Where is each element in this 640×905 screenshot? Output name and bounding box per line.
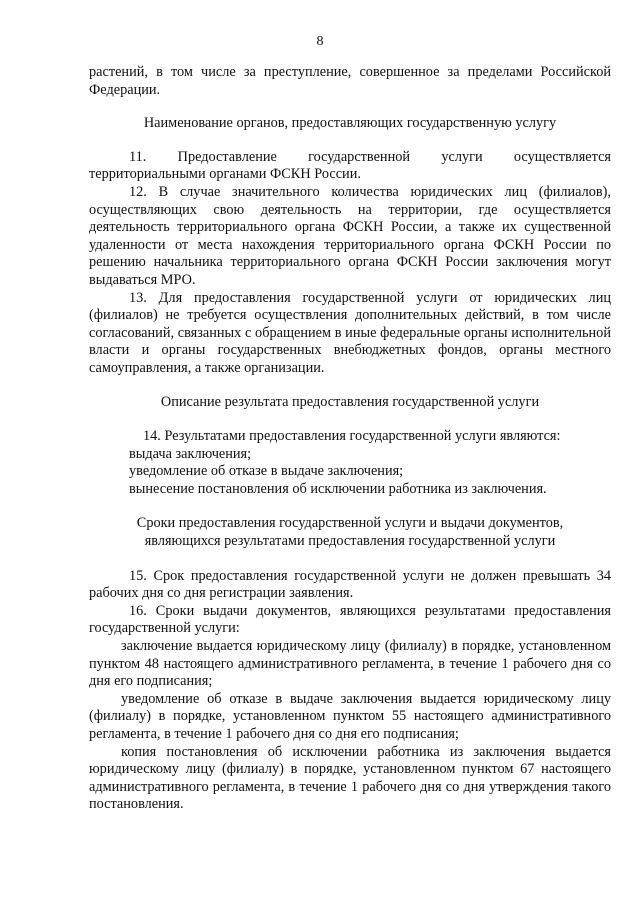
paragraph-13: 13. Для предоставления государственной услуги от юридических лиц (филиалов) не требуется осуществления дополнительных действий, в том числе согласований, связанных с обращением в иные федеральные органы исполнительной власти и органы государственных внебюджетных фондов, органы местного самоуправления, а также организации. (89, 289, 611, 376)
subparagraph-conclusion: заключение выдается юридическому лицу (филиалу) в порядке, установленном пунктом 48 настоящего административного регламента, в течение 1 рабочего дня со дня его подписания; (89, 638, 611, 690)
list-item: выдача заключения; (129, 445, 252, 462)
paragraph-12: 12. В случае значительного количества юридических лиц (филиалов), осуществляющих свою деятельность на территории, где осуществляется деятельность территориального органа ФСКН России, а также их существенной удаленности от места нахождения территориального органа ФСКН России по решению начальника территориального органа ФСКН России заключения могут выдаваться МРО. (89, 183, 611, 288)
subparagraph-refusal-notice: уведомление об отказе в выдаче заключения выдается юридическому лицу (филиалу) в порядке, установленном пунктом 55 настоящего административного регламента, в течение 1 рабочего дня со дня его подписания; (89, 690, 611, 742)
list-item: уведомление об отказе в выдаче заключения; (129, 463, 404, 480)
paragraph-16: 16. Сроки выдачи документов, являющихся результатами предоставления государственной услуги: (89, 602, 611, 637)
list-item: вынесение постановления об исключении работника из заключения. (129, 480, 547, 497)
intro-paragraph: растений, в том числе за преступление, совершенное за пределами Российской Федерации. (89, 64, 611, 98)
paragraph-14: 14. Результатами предоставления государственной услуги являются: (143, 428, 561, 445)
result-list (89, 428, 611, 498)
section-heading-result: Описание результата предоставления государственной услуги (160, 393, 540, 410)
paragraph-15: 15. Срок предоставления государственной услуги не должен превышать 34 рабочих дня со дня регистрации заявления. (89, 567, 611, 602)
section-heading-deadlines (89, 515, 611, 550)
page-number: 8 (316, 34, 324, 49)
paragraph-11: 11. Предоставление государственной услуги осуществляется территориальными органами ФСКН России. (89, 148, 611, 183)
subparagraph-exclusion-copy: копия постановления об исключении работника из заключения выдается юридическому лицу (филиалу) в порядке, установленном пунктом 67 настоящего административного регламента, в течение 1 рабочего дня со дня утверждения такого постановления. (89, 743, 611, 813)
document-body (89, 64, 611, 814)
section-heading-line: являющихся результатами предоставления государственной услуги (144, 533, 556, 550)
section-heading-agencies: Наименование органов, предоставляющих государственную услугу (143, 115, 557, 132)
section-heading-line: Сроки предоставления государственной услуги и выдачи документов, (136, 515, 564, 532)
